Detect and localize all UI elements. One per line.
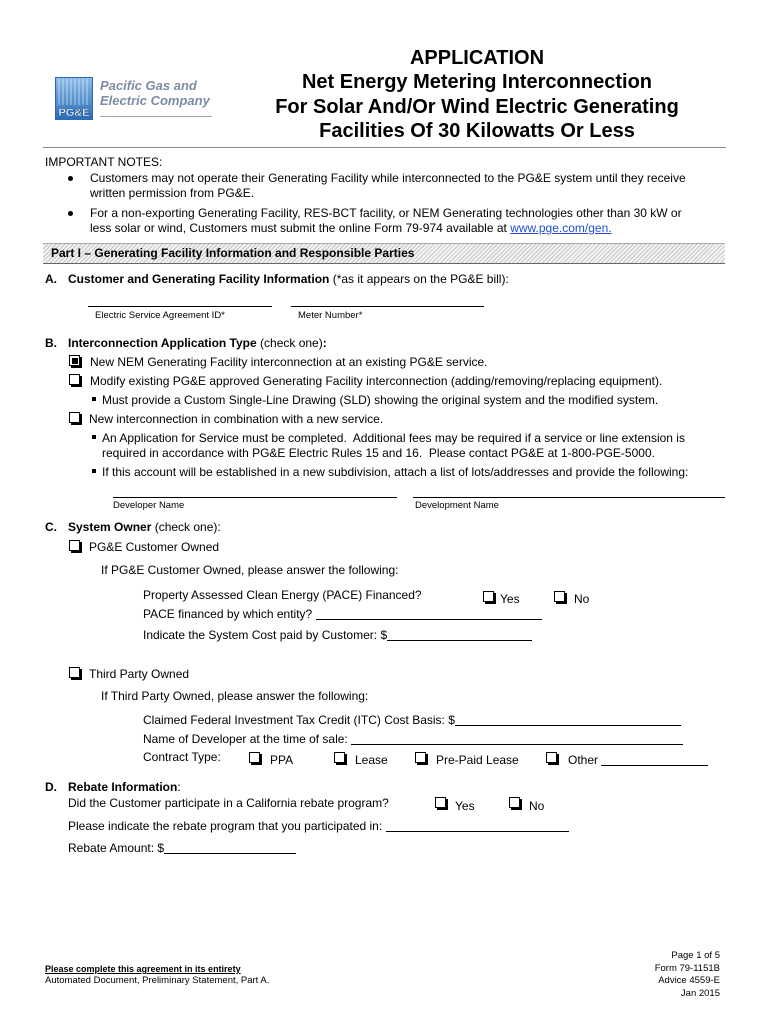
esa-id-field[interactable] [88,294,272,307]
section-b-heading-title: Interconnection Application Type [68,336,257,350]
footer-instruction: Please complete this agreement in its entirety [45,964,241,974]
pge-gen-link[interactable]: www.pge.com/gen. [510,221,612,235]
customer-owned-label: PG&E Customer Owned [89,540,220,554]
pace-entity-row [143,607,542,621]
note-2-line-2-text: less solar or wind, Customers must submit the online Form 79-974 available at [90,221,511,235]
rebate-program-label: Please indicate the rebate program that you participated in: [68,819,386,833]
pge-logo-mark-icon [55,77,93,120]
logo-name-line-2: Electric Company [100,93,210,108]
section-b-letter: B. [45,336,57,350]
developer-at-sale-label: Name of Developer at the time of sale: [143,732,352,746]
option-modify-existing-note: Must provide a Custom Single-Line Drawing (SLD) showing the original system and the modified system. [102,393,659,407]
title-line-4: Facilities Of 30 Kilowatts Or Less [319,120,635,143]
section-d-letter: D. [45,780,57,794]
pace-entity-label: PACE financed by which entity? [143,607,316,621]
contract-prepaid-lease-label: Pre-Paid Lease [436,753,519,767]
checkbox-contract-prepaid-lease[interactable] [415,752,426,763]
rebate-program-field[interactable] [386,819,569,832]
checkbox-modify-existing[interactable] [69,374,80,385]
note-1-line-1: Customers may not operate their Generating Facility while interconnected to the PG&E system until they receive [90,171,686,185]
rebate-program-row [68,819,569,833]
note-2-line-2 [90,221,612,235]
title-line-2: Net Energy Metering Interconnection [301,71,653,94]
system-cost-row [143,628,532,642]
section-a-heading-note: (*as it appears on the PG&E bill): [329,272,509,286]
new-service-note-2: If this account will be established in a new subdivision, attach a list of lots/addresses and provide the following: [102,465,689,479]
pace-entity-field[interactable] [316,607,542,620]
logo-name-line-1: Pacific Gas and [100,78,197,93]
section-c-heading-note: (check one): [151,520,221,534]
section-d-heading [68,780,181,794]
developer-at-sale-field[interactable] [351,732,683,745]
section-d-heading-title: Rebate Information [68,780,178,794]
meter-number-field[interactable] [291,294,484,307]
contract-other-label: Other [568,753,602,767]
part-1-banner [43,243,725,264]
contract-ppa-label: PPA [270,753,294,767]
checkbox-rebate-no[interactable] [509,797,520,808]
bullet [68,211,73,216]
note-2-line-1: For a non-exporting Generating Facility, RES-BCT facility, or NEM Generating technologies other than 30 kW or [90,206,682,220]
checkbox-contract-lease[interactable] [334,752,345,763]
square-bullet [92,435,96,439]
third-party-owned-label: Third Party Owned [89,667,190,681]
checkbox-pace-no[interactable] [554,591,565,602]
section-c-heading [68,520,221,534]
header-divider [43,147,726,148]
esa-id-label: Electric Service Agreement ID* [95,310,225,321]
new-service-note-1-line-2: required in accordance with PG&E Electric Rules 15 and 16. Please contact PG&E at 1-800-PGE-5000. [102,446,655,460]
square-bullet [92,469,96,473]
logo-mark-text: PG&E [58,107,90,119]
pace-no-label: No [574,592,590,606]
section-b-heading-colon: : [322,336,327,350]
note-1-line-2: written permission from PG&E. [90,186,255,200]
rebate-no-label: No [529,799,545,813]
important-notes-heading: IMPORTANT NOTES: [45,155,163,169]
bullet [68,176,73,181]
rebate-yes-label: Yes [455,799,475,813]
rebate-amount-row [68,841,296,855]
rebate-amount-field[interactable] [164,841,296,854]
title-line-3: For Solar And/Or Wind Electric Generating [275,95,679,118]
option-modify-existing-label: Modify existing PG&E approved Generating Facility interconnection (adding/removing/replacing equipment). [90,374,663,388]
footer-form-number: Form 79-1151B [654,963,720,974]
new-service-note-1-line-1: An Application for Service must be completed. Additional fees may be required if a service or line extension is [102,431,685,445]
checkbox-customer-owned[interactable] [69,540,80,551]
logo-rule [100,116,212,117]
system-cost-label: Indicate the System Cost paid by Customer: $ [143,628,388,642]
rebate-question: Did the Customer participate in a California rebate program? [68,796,389,810]
contract-other-row [568,753,708,767]
itc-basis-label: Claimed Federal Investment Tax Credit (ITC) Cost Basis: $ [143,713,455,727]
developer-name-field[interactable] [113,485,397,498]
section-c-heading-title: System Owner [68,520,152,534]
checkbox-contract-ppa[interactable] [249,752,260,763]
option-new-nem-label: New NEM Generating Facility interconnection at an existing PG&E service. [90,355,488,369]
third-party-owned-prompt: If Third Party Owned, please answer the following: [101,689,369,703]
part-1-banner-title: Part I – Generating Facility Information and Responsible Parties [51,246,415,260]
rebate-amount-label: Rebate Amount: $ [68,841,165,855]
pace-question: Property Assessed Clean Energy (PACE) Financed? [143,588,422,602]
footer-advice-number: Advice 4559-E [658,975,720,986]
developer-at-sale-row [143,732,683,746]
section-a-heading-title: Customer and Generating Facility Information [68,272,330,286]
itc-basis-row [143,713,681,727]
option-new-service-label: New interconnection in combination with a new service. [89,412,384,426]
section-c-letter: C. [45,520,57,534]
checkbox-new-nem[interactable] [69,355,80,366]
section-b-heading-note: (check one) [256,336,323,350]
system-cost-field[interactable] [387,628,532,641]
customer-owned-prompt: If PG&E Customer Owned, please answer the following: [101,563,399,577]
checkbox-contract-other[interactable] [546,752,557,763]
section-a-heading [68,272,509,286]
development-name-label: Development Name [415,500,499,511]
footer-date: Jan 2015 [680,988,720,999]
developer-name-label: Developer Name [113,500,185,511]
square-bullet [92,397,96,401]
form-title [257,46,697,144]
footer-note: Automated Document, Preliminary Statement, Part A. [45,975,270,986]
development-name-field[interactable] [413,485,725,498]
contract-type-label: Contract Type: [143,750,221,764]
meter-number-label: Meter Number* [298,310,363,321]
pace-yes-label: Yes [500,592,520,606]
checkbox-third-party-owned[interactable] [69,667,80,678]
section-a-letter: A. [45,272,57,286]
contract-other-field[interactable] [601,753,708,766]
footer-page-number: Page 1 of 5 [671,950,720,961]
section-d-heading-colon: : [177,780,181,794]
contract-lease-label: Lease [355,753,388,767]
itc-basis-field[interactable] [455,713,681,726]
checkbox-new-service[interactable] [69,412,80,423]
checkbox-pace-yes[interactable] [483,591,494,602]
checkbox-rebate-yes[interactable] [435,797,446,808]
section-b-heading [68,336,327,350]
title-line-1: APPLICATION [409,47,545,69]
